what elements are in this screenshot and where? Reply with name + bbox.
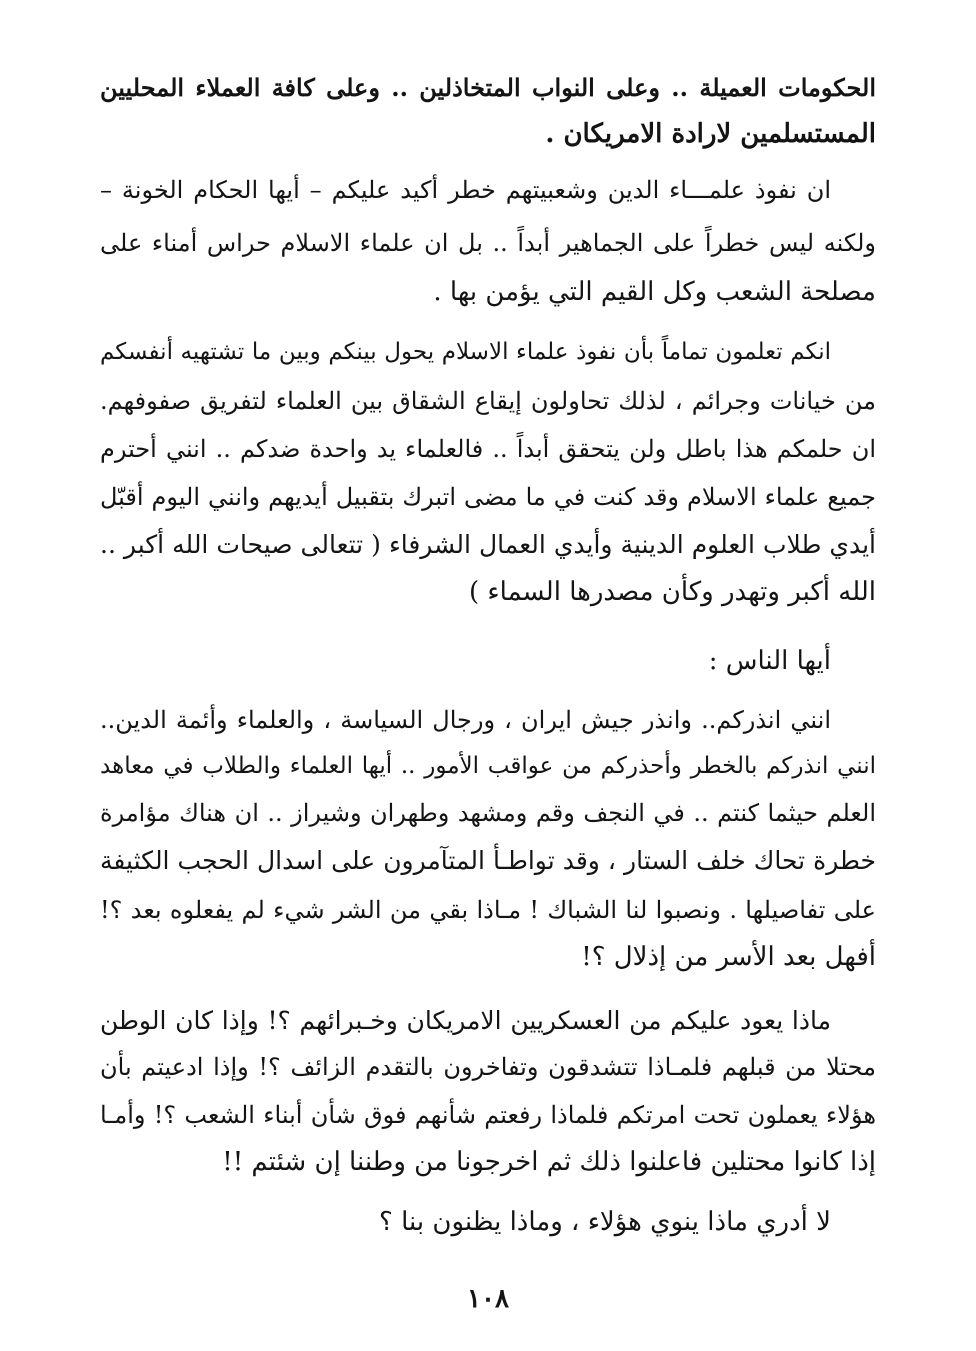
text-line: من خيانات وجرائم ، لذلك تحاولون إيقاع الشقاق بين العلماء لتفريق صفوفهم. (100, 387, 876, 415)
text-line: لا أدري ماذا ينوي هؤلاء ، وماذا يظنون بنا ؟ (379, 1207, 831, 1237)
text-line: هؤلاء يعملون تحت امرتكم فلماذا رفعتم شأنهم فوق شأن أبناء الشعب ؟! وأمـا (100, 1101, 876, 1129)
text-line: الله أكبر وتهدر وكأن مصدرها السماء ) (469, 577, 876, 607)
text-line: أيدي طلاب العلوم الدينية وأيدي العمال الشرفاء ( تتعالى صيحات الله أكبر .. (100, 530, 876, 559)
text-line: ان حلمكم هذا باطل ولن يتحقق أبداً .. فالعلماء يد واحدة ضدكم .. انني أحترم (100, 435, 876, 463)
text-line: إذا كانوا محتلين فاعلنوا ذلك ثم اخرجونا من وطننا إن شئتم !! (222, 1147, 876, 1177)
text-line: ماذا يعود عليكم من العسكريين الامريكان وخـبرائهم ؟! وإذا كان الوطن (100, 1006, 831, 1035)
text-line: على تفاصيلها . ونصبوا لنا الشباك ! مـاذا بقي من الشر شيء لم يفعلوه بعد ؟! (100, 896, 876, 924)
text-line: ولكنه ليس خطراً على الجماهير أبداً .. بل ان علماء الاسلام حراس أمناء على (100, 229, 876, 257)
text-line: ان نفوذ علمـــاء الدين وشعبيتهم خطر أكيد عليكم – أيها الحكام الخونة – (100, 176, 831, 204)
text-line: انني انذركم.. وانذر جيش ايران ، ورجال السياسة ، والعلماء وأئمة الدين.. (100, 706, 831, 734)
text-line: الحكومات العميلة .. وعلى النواب المتخاذلين .. وعلى كافة العملاء المحليين (100, 73, 876, 102)
text-line: خطرة تحاك خلف الستار ، وقد تواطـأ المتآمرون على اسدال الحجب الكثيفة (100, 846, 876, 875)
text-line: أيها الناس : (708, 646, 831, 676)
text-line: انني انذركم بالخطر وأحذركم من عواقب الأمور .. أيها العلماء والطلاب في معاهد (100, 753, 876, 779)
text-line: المستسلمين لارادة الامريكان . (545, 119, 876, 149)
page-number: ١٠٨ (467, 1284, 509, 1314)
text-line: العلم حيثما كنتم .. في النجف وقم ومشهد وطهران وشيراز .. ان هناك مؤامرة (100, 799, 876, 827)
text-line: أفهل بعد الأسر من إذلال ؟! (581, 942, 876, 972)
text-line: انكم تعلمون تماماً بأن نفوذ علماء الاسلام يحول بينكم وبين ما تشتهيه أنفسكم (100, 339, 831, 365)
text-line: جميع علماء الاسلام وقد كنت في ما مضى اتبرك بتقبيل أيديهم وانني اليوم أقبّل (100, 483, 876, 511)
text-line: محتلا من قبلهم فلمـاذا تتشدقون وتفاخرون بالتقدم الزائف ؟! وإذا ادعيتم بأن (100, 1053, 876, 1081)
text-line: مصلحة الشعب وكل القيم التي يؤمن بها . (433, 277, 876, 307)
